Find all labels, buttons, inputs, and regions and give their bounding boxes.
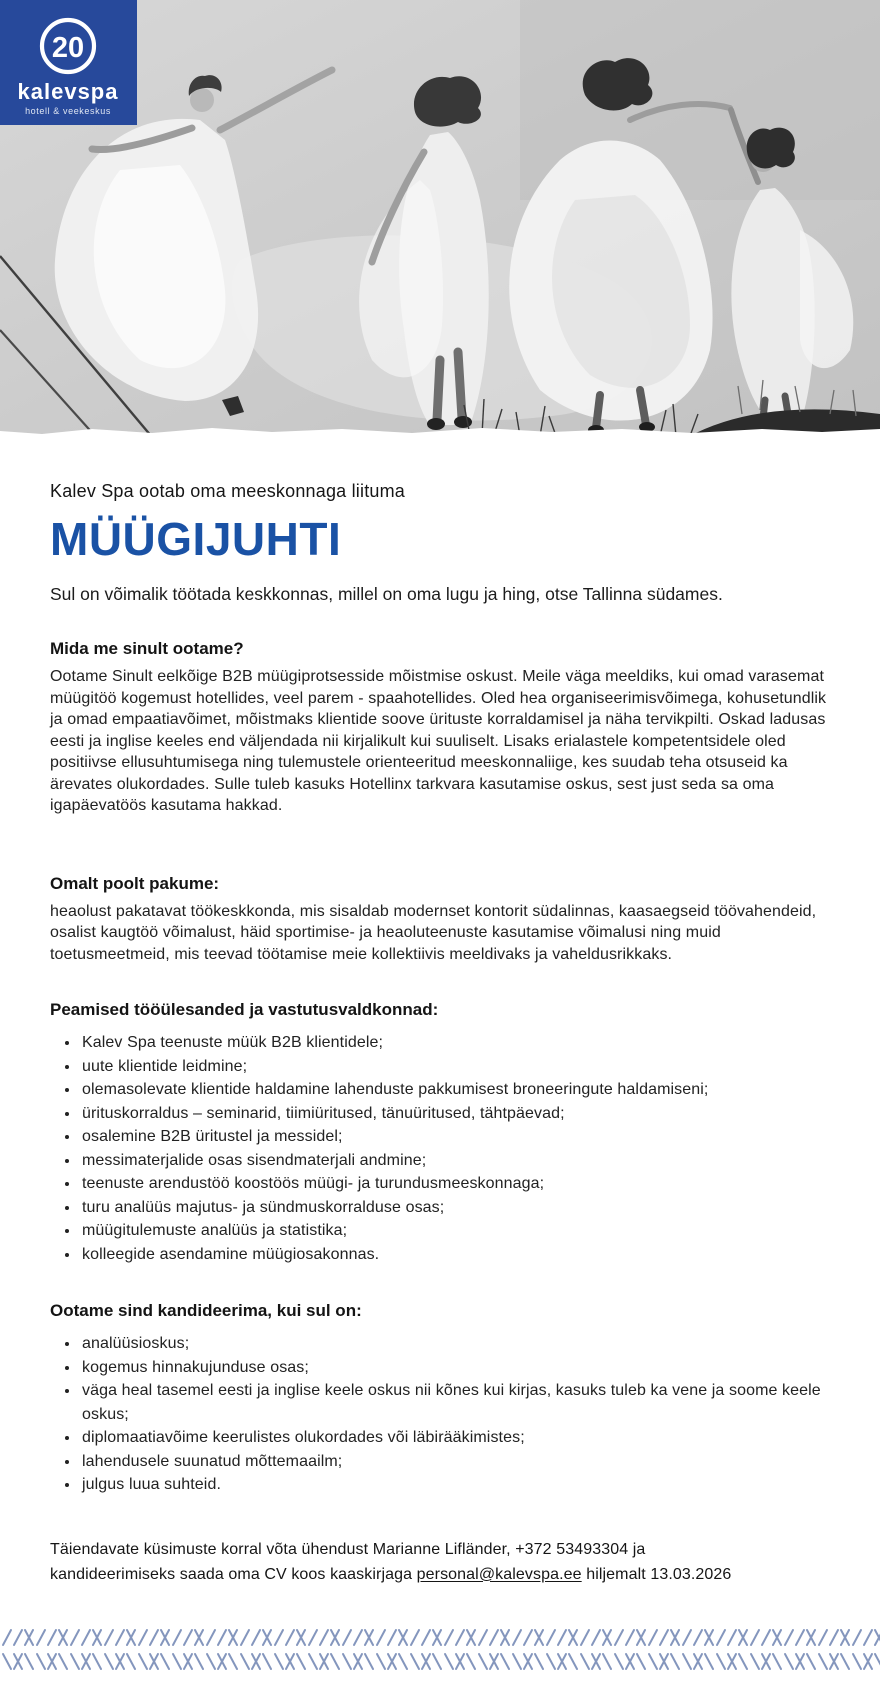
contact-text-before: Täiendavate küsimuste korral võta ühendust Marianne Lifländer, +372 53493304 ja kandideerimiseks saada oma CV koos kaaskirjaga (50, 1540, 646, 1583)
list-item: • olemasolevate klientide haldamine lahenduste pakkumisest broneeringute haldamiseni; (80, 1078, 840, 1102)
list-item: • analüüsioskus; (80, 1332, 840, 1356)
email-link[interactable]: personal@kalevspa.ee (416, 1565, 582, 1583)
list-item: • julgus luua suhteid. (80, 1473, 840, 1497)
anniversary-number: 20 (51, 32, 85, 64)
brand-tagline: hotell & veekeskus (25, 106, 111, 116)
section-heading: Mida me sinult ootame? (50, 639, 244, 658)
list-item: • kogemus hinnakujunduse osas; (80, 1356, 840, 1380)
zigzag-pattern (0, 1628, 880, 1672)
kicker-line: Kalev Spa ootab oma meeskonnaga liituma (50, 481, 406, 501)
section-heading: Ootame sind kandideerima, kui sul on: (50, 1301, 362, 1320)
section-body: heaolust pakatavat töökeskkonda, mis sisaldab modernset kontorit südalinnas, kaasaegseid töövahendeid, osalist kaugtöö võimalust, häid sportimise- ja heaoluteenuste kasutamise võimalusi ning muid toetusmeetmeid, mis teevad töötamise meie kollektiivis meeldivaks ja vaheldusrikkaks. (50, 902, 817, 963)
list-item: • teenuste arendustöö koostöös müügi- ja turundusmeeskonnaga; (80, 1172, 840, 1196)
list-item: • müügitulemuste analüüs ja statistika; (80, 1219, 840, 1243)
ad-content (50, 481, 840, 1587)
sections-container (50, 638, 840, 1497)
job-title: MÜÜGIJUHTI (50, 513, 342, 565)
contact-text-after: hiljemalt 13.03.2026 (581, 1565, 732, 1583)
brand-name: kalevspa (17, 79, 119, 104)
list-item: • uute klientide leidmine; (80, 1055, 840, 1079)
list-item: • diplomaatiavõime keerulistes olukordades või läbirääkimistes; (80, 1426, 840, 1450)
list-item: • väga heal tasemel eesti ja inglise keele oskus nii kõnes kui kirjas, kasuks tuleb ka vene ja soome keele oskus; (80, 1379, 840, 1426)
section-heading: Omalt poolt pakume: (50, 873, 220, 893)
bullet-list (50, 1332, 840, 1497)
kalevspa-logo (0, 0, 137, 125)
list-item: • turu analüüs majutus- ja sündmuskorralduse osas; (80, 1196, 840, 1220)
list-item: • kolleegide asendamine müügiosakonnas. (80, 1243, 840, 1267)
list-item: • lahendusele suunatud mõttemaailm; (80, 1450, 840, 1474)
contact-note (50, 1537, 750, 1587)
lead-sentence: Sul on võimalik töötada keskkonnas, millel on oma lugu ja hing, otse Tallinna südames. (50, 584, 723, 604)
kalevspa-logo-art (0, 0, 137, 125)
section-heading: Peamised tööülesanded ja vastutusvaldkonnad: (50, 1000, 439, 1019)
list-item: • osalemine B2B üritustel ja messidel; (80, 1125, 840, 1149)
list-item: • ürituskorraldus – seminarid, tiimiüritused, tänuüritused, tähtpäevad; (80, 1102, 840, 1126)
bullet-list (50, 1031, 840, 1266)
list-item: • messimaterjalide osas sisendmaterjali andmine; (80, 1149, 840, 1173)
zigzag-pattern-art (0, 1628, 880, 1672)
hero-photo (0, 0, 880, 437)
section-body: Ootame Sinult eelkõige B2B müügiprotsesside mõistmise oskust. Meile väga meeldiks, kui omad varasemat müügitöö kogemust hotellides, veel parem - spaahotellides. Oled hea organiseerimisvõimega, kohusetundlik ja omad empaatiavõimet, mõistmaks klientide soove ürituste korraldamisel ja näha tervikpilti. Oskad ladusas eesti ja inglise keeles end väljendada nii kirjalikult kui suuliselt. Lisaks erialastele kompetentsidele oled positiivse ellusuhtumisega ning tulemustele orienteeritud meeskonnaliige, kes suudab teha otsuseid ka ärevates olukordades. Sulle tuleb kasuks Hotellinx tarkvara kasutamise oskus, sest just seda sa oma igapäevatöös kasutama hakkad. (50, 668, 827, 814)
list-item: • Kalev Spa teenuste müük B2B klientidele; (80, 1031, 840, 1055)
